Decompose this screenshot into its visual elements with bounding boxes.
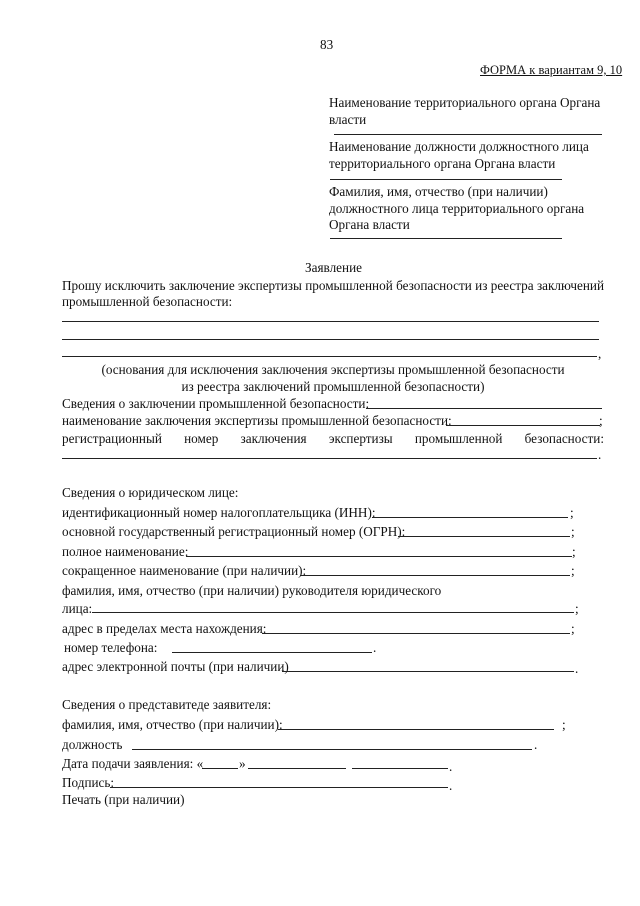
ogrn-label: основной государственный регистрационный номер (ОГРН): xyxy=(62,524,406,539)
reg-word-3: заключения xyxy=(240,431,307,446)
conclusion-heading-field[interactable] xyxy=(366,408,602,409)
date-label: Дата подачи заявления: « xyxy=(62,756,204,771)
org-name-line2: власти xyxy=(329,112,367,127)
representative-heading: Сведения о представитеде заявителя: xyxy=(62,697,272,712)
full-name-field[interactable] xyxy=(186,556,572,557)
official-name-line3: Органа власти xyxy=(329,217,410,232)
request-line1: Прошу исключить заключение экспертизы промышленной безопасности из реестра заключений xyxy=(62,278,604,293)
official-position-field[interactable] xyxy=(330,179,562,180)
reg-word-5: промышленной xyxy=(414,431,503,446)
rep-position-label: должность xyxy=(62,737,123,752)
email-field[interactable] xyxy=(282,671,574,672)
date-year-field[interactable] xyxy=(352,768,448,769)
rep-fio-field[interactable] xyxy=(278,729,554,730)
signature-period: . xyxy=(449,778,453,793)
ogrn-field[interactable] xyxy=(398,536,570,537)
rep-fio-semicolon: ; xyxy=(562,717,566,732)
address-semicolon: ; xyxy=(571,621,575,636)
head-name-label-line1: фамилия, имя, отчество (при наличии) руководителя юридического xyxy=(62,583,442,598)
form-label: ФОРМА к вариантам 9, 10 xyxy=(480,63,623,77)
date-quote-close: » xyxy=(239,756,246,771)
reg-number-period: . xyxy=(598,447,602,462)
page-number: 83 xyxy=(320,37,334,52)
reg-word-6: безопасности: xyxy=(524,431,604,446)
org-name-field[interactable] xyxy=(334,134,602,135)
document-title: Заявление xyxy=(305,260,362,275)
rep-position-field[interactable] xyxy=(132,749,532,750)
inn-label: идентификационный номер налогоплательщика (ИНН): xyxy=(62,505,376,520)
full-name-semicolon: ; xyxy=(572,544,576,559)
phone-field[interactable] xyxy=(172,652,372,653)
head-name-label-line2: лица: xyxy=(62,601,93,616)
conclusion-name-field[interactable] xyxy=(446,425,600,426)
basis-note-line2: из реестра заключений промышленной безопасности) xyxy=(181,379,485,394)
short-name-field[interactable] xyxy=(300,575,570,576)
conclusion-heading: Сведения о заключении промышленной безопасности: xyxy=(62,396,370,411)
reg-word-4: экспертизы xyxy=(328,431,393,446)
short-name-semicolon: ; xyxy=(571,563,575,578)
basis-field-3[interactable] xyxy=(62,356,597,357)
stamp-label: Печать (при наличии) xyxy=(62,792,185,807)
phone-label: номер телефона: xyxy=(64,640,158,655)
date-period: . xyxy=(449,759,453,774)
inn-semicolon: ; xyxy=(570,505,574,520)
basis-field-2[interactable] xyxy=(62,339,599,340)
head-name-semicolon: ; xyxy=(575,601,579,616)
rep-fio-label: фамилия, имя, отчество (при наличии): xyxy=(62,717,283,732)
address-field[interactable] xyxy=(262,633,570,634)
official-name-line1: Фамилия, имя, отчество (при наличии) xyxy=(329,184,548,199)
reg-word-2: номер xyxy=(184,431,219,446)
reg-number-field[interactable] xyxy=(62,458,597,459)
email-period: . xyxy=(575,661,579,676)
full-name-label: полное наименование: xyxy=(62,544,189,559)
rep-position-period: . xyxy=(534,737,538,752)
email-label: адрес электронной почты (при наличии) xyxy=(62,659,289,674)
signature-field[interactable] xyxy=(110,787,448,788)
org-name-line1: Наименование территориального органа Органа xyxy=(329,95,601,110)
basis-comma: , xyxy=(598,346,602,361)
reg-number-label xyxy=(62,432,604,445)
signature-label: Подпись: xyxy=(62,775,115,790)
official-position-line1: Наименование должности должностного лица xyxy=(329,139,589,154)
conclusion-name-semicolon: ; xyxy=(599,413,603,428)
short-name-label: сокращенное наименование (при наличии): xyxy=(62,563,307,578)
address-label: адрес в пределах места нахождения: xyxy=(62,621,267,636)
request-line2: промышленной безопасности: xyxy=(62,294,233,309)
date-day-field[interactable] xyxy=(202,768,238,769)
phone-period: . xyxy=(373,640,377,655)
official-name-line2: должностного лица территориального органа xyxy=(329,201,585,216)
conclusion-name-label: наименование заключения экспертизы промышленной безопасности: xyxy=(62,413,452,428)
date-month-field[interactable] xyxy=(248,768,346,769)
reg-word-1: регистрационный xyxy=(62,431,162,446)
inn-field[interactable] xyxy=(372,517,568,518)
official-position-line2: территориального органа Органа власти xyxy=(329,156,556,171)
legal-entity-heading: Сведения о юридическом лице: xyxy=(62,485,239,500)
head-name-field[interactable] xyxy=(92,612,574,613)
basis-note-line1: (основания для исключения заключения экспертизы промышленной безопасности xyxy=(101,362,565,377)
basis-field-1[interactable] xyxy=(62,321,599,322)
ogrn-semicolon: ; xyxy=(571,524,575,539)
official-name-field[interactable] xyxy=(330,238,562,239)
